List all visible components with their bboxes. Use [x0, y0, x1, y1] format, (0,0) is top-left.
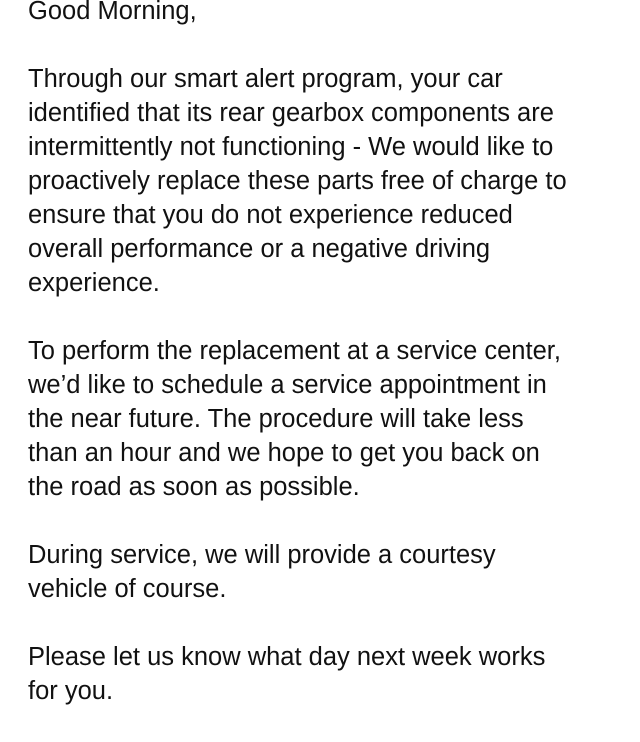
greeting-text: Good Morning, — [28, 0, 197, 25]
paragraph-alert — [28, 62, 628, 300]
text-line: proactively replace these parts free of charge to — [28, 167, 567, 195]
text-line: than an hour and we hope to get you back on — [28, 439, 540, 467]
text-line: the near future. The procedure will take less — [28, 405, 524, 433]
text-line: for you. — [28, 677, 114, 705]
text-line: overall performance or a negative driving — [28, 235, 491, 263]
text-line: Please let us know what day next week works — [28, 643, 546, 671]
text-line: identified that its rear gearbox components are — [28, 99, 554, 127]
text-line: To perform the replacement at a service center, — [28, 337, 561, 365]
text-line: experience. — [28, 269, 160, 297]
text-line: the road as soon as possible. — [28, 473, 360, 501]
text-line: Through our smart alert program, your car — [28, 65, 503, 93]
text-line: vehicle of course. — [28, 575, 227, 603]
paragraph-appointment — [28, 334, 628, 504]
text-line: intermittently not functioning - We would like to — [28, 133, 554, 161]
text-line: we’d like to schedule a service appointment in — [28, 371, 547, 399]
message-body — [28, 0, 628, 742]
text-line: During service, we will provide a courtesy — [28, 541, 496, 569]
greeting — [28, 0, 628, 28]
paragraph-request — [28, 640, 628, 708]
text-line: ensure that you do not experience reduced — [28, 201, 513, 229]
paragraph-courtesy-vehicle — [28, 538, 628, 606]
